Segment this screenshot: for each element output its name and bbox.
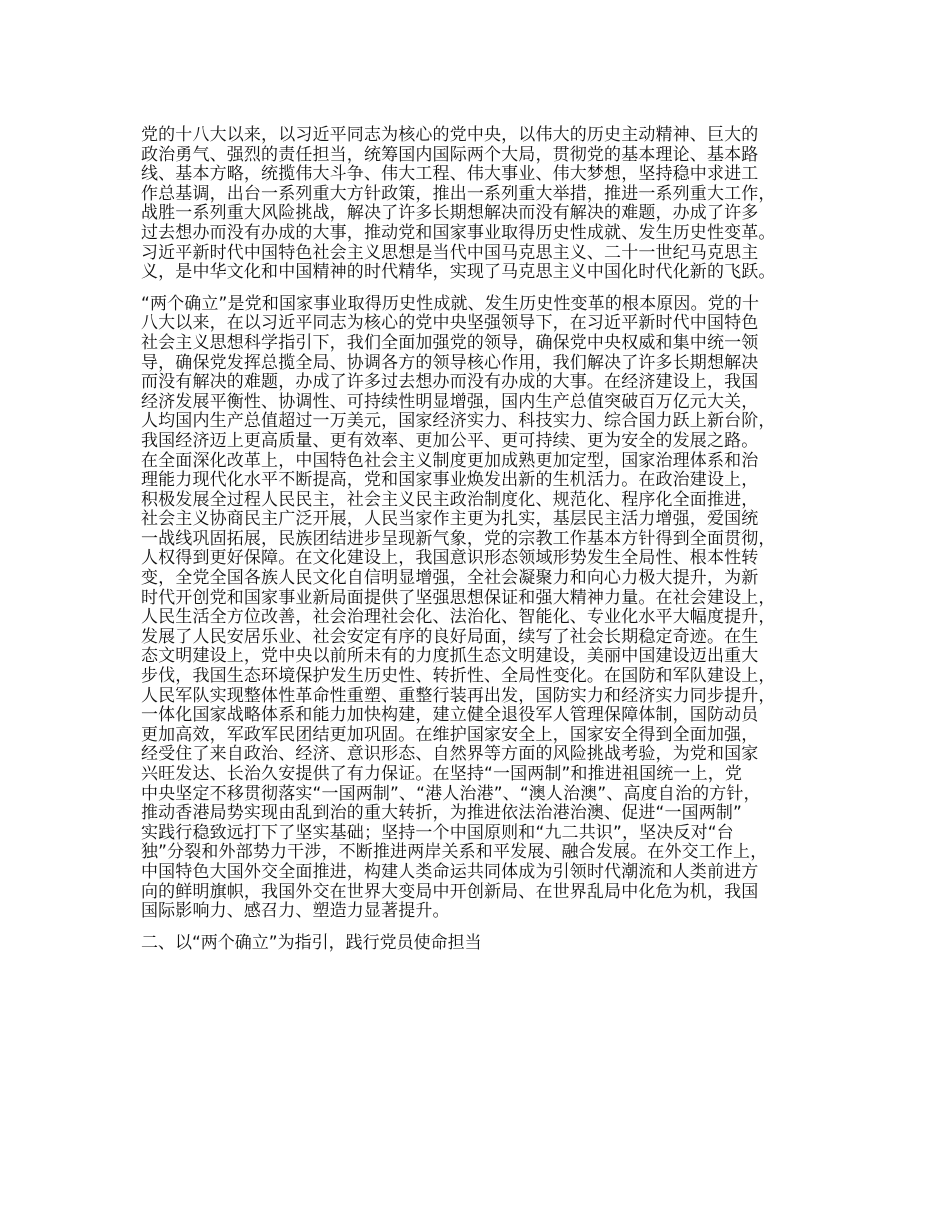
- text-line: 发展了人民安居乐业、社会安定有序的良好局面，续写了社会长期稳定奇迹。在生: [141, 626, 759, 647]
- text-line: 义，是中华文化和中国精神的时代精华，实现了马克思主义中国化时代化新的飞跃。: [141, 262, 776, 283]
- text-line: 态文明建设上，党中央以前所未有的力度抓生态文明建设，美丽中国建设迈出重大: [141, 646, 759, 667]
- text-line: 人权得到更好保障。在文化建设上，我国意识形态领域形势发生全局性、根本性转: [141, 548, 759, 569]
- text-line: 一体化国家战略体系和能力加快构建，建立健全退役军人管理保障体制，国防动员: [141, 705, 759, 726]
- text-line: 习近平新时代中国特色社会主义思想是当代中国马克思主义、二十一世纪马克思主: [141, 242, 759, 263]
- text-line: 线、基本方略，统揽伟大斗争、伟大工程、伟大事业、伟大梦想，坚持稳中求进工: [141, 164, 759, 185]
- text-line: “两个确立”是党和国家事业取得历史性成就、发生历史性变革的根本原因。党的十: [141, 293, 760, 314]
- text-line: 人民生活全方位改善，社会治理社会化、法治化、智能化、专业化水平大幅度提升，: [141, 607, 776, 628]
- text-line: 党的十八大以来，以习近平同志为核心的党中央，以伟大的历史主动精神、巨大的: [141, 125, 759, 145]
- text-line: 战胜一系列重大风险挑战，解决了许多长期想解决而没有解决的难题，办成了许多: [141, 203, 759, 224]
- text-line: 经受住了来自政治、经济、意识形态、自然界等方面的风险挑战考验，为党和国家: [141, 744, 759, 765]
- document-page: [141, 126, 841, 965]
- section-heading: 二、以“两个确立”为指引，践行党员使命担当: [141, 932, 482, 953]
- text-line: 向的鲜明旗帜，我国外交在世界大变局中开创新局、在世界乱局中化危为机，我国: [141, 881, 759, 902]
- text-line: 步伐，我国生态环境保护发生历史性、转折性、全局性变化。在国防和军队建设上，: [141, 666, 776, 687]
- text-line: 国际影响力、感召力、塑造力显著提升。: [141, 901, 450, 922]
- text-line: 中国特色大国外交全面推进，构建人类命运共同体成为引领时代潮流和人类前进方: [141, 861, 759, 882]
- text-line: 独”分裂和外部势力干涉，不断推进两岸关系和平发展、融合发展。在外交工作上，: [141, 842, 768, 863]
- text-line: 积极发展全过程人民民主，社会主义民主政治制度化、规范化、程序化全面推进，: [141, 489, 759, 510]
- text-line: 理能力现代化水平不断提高，党和国家事业焕发出新的生机活力。在政治建设上，: [141, 470, 759, 491]
- text-line: 时代开创党和国家事业新局面提供了坚强思想保证和强大精神力量。在社会建设上，: [141, 587, 776, 608]
- text-line: 实践行稳致远打下了坚实基础；坚持一个中国原则和“九二共识”，坚决反对“台: [141, 822, 734, 843]
- paragraph-two-establishments: [141, 295, 841, 922]
- text-line: 中央坚定不移贯彻落实“一国两制”、“港人治港”、“澳人治澳”、高度自治的方针，: [141, 783, 761, 804]
- text-line: 过去想办而没有办成的大事，推动党和国家事业取得历史性成就、发生历史性变革。: [141, 222, 776, 243]
- paragraph-achievements: [141, 126, 841, 283]
- text-line: 经济发展平衡性、协调性、可持续性明显增强，国内生产总值突破百万亿元大关，: [141, 391, 759, 412]
- text-line: 政治勇气、强烈的责任担当，统筹国内国际两个大局，贯彻党的基本理论、基本路: [141, 144, 759, 165]
- text-line: 我国经济迈上更高质量、更有效率、更加公平、更可持续、更为安全的发展之路。: [141, 430, 759, 451]
- text-line: 八大以来，在以习近平同志为核心的党中央坚强领导下，在习近平新时代中国特色: [141, 313, 759, 334]
- text-line: 人均国内生产总值超过一万美元，国家经济实力、科技实力、综合国力跃上新台阶，: [141, 411, 776, 432]
- text-line: 人民军队实现整体性革命性重塑、重整行装再出发，国防实力和经济实力同步提升，: [141, 685, 776, 706]
- text-line: 更加高效，军政军民团结更加巩固。在维护国家安全上，国家安全得到全面加强，: [141, 724, 759, 745]
- text-line: 而没有解决的难题，办成了许多过去想办而没有办成的大事。在经济建设上，我国: [141, 372, 759, 393]
- text-line: 社会主义协商民主广泛开展，人民当家作主更为扎实，基层民主活力增强，爱国统: [141, 509, 759, 530]
- text-line: 变，全党全国各族人民文化自信明显增强，全社会凝聚力和向心力极大提升，为新: [141, 568, 759, 589]
- text-line: 导，确保党发挥总揽全局、协调各方的领导核心作用，我们解决了许多长期想解决: [141, 352, 759, 373]
- text-line: 兴旺发达、长治久安提供了有力保证。在坚持“一国两制”和推进祖国统一上，党: [141, 764, 743, 784]
- text-line: 社会主义思想科学指引下，我们全面加强党的领导，确保党中央权威和集中统一领: [141, 332, 759, 353]
- text-line: 在全面深化改革上，中国特色社会主义制度更加成熟更加定型，国家治理体系和治: [141, 450, 759, 471]
- text-line: 推动香港局势实现由乱到治的重大转折，为推进依法治港治澳、促进“一国两制”: [141, 803, 743, 824]
- text-line: 一战线巩固拓展，民族团结进步呈现新气象，党的宗教工作基本方针得到全面贯彻，: [141, 528, 776, 549]
- text-line: 作总基调，出台一系列重大方针政策，推出一系列重大举措，推进一系列重大工作，: [141, 183, 776, 204]
